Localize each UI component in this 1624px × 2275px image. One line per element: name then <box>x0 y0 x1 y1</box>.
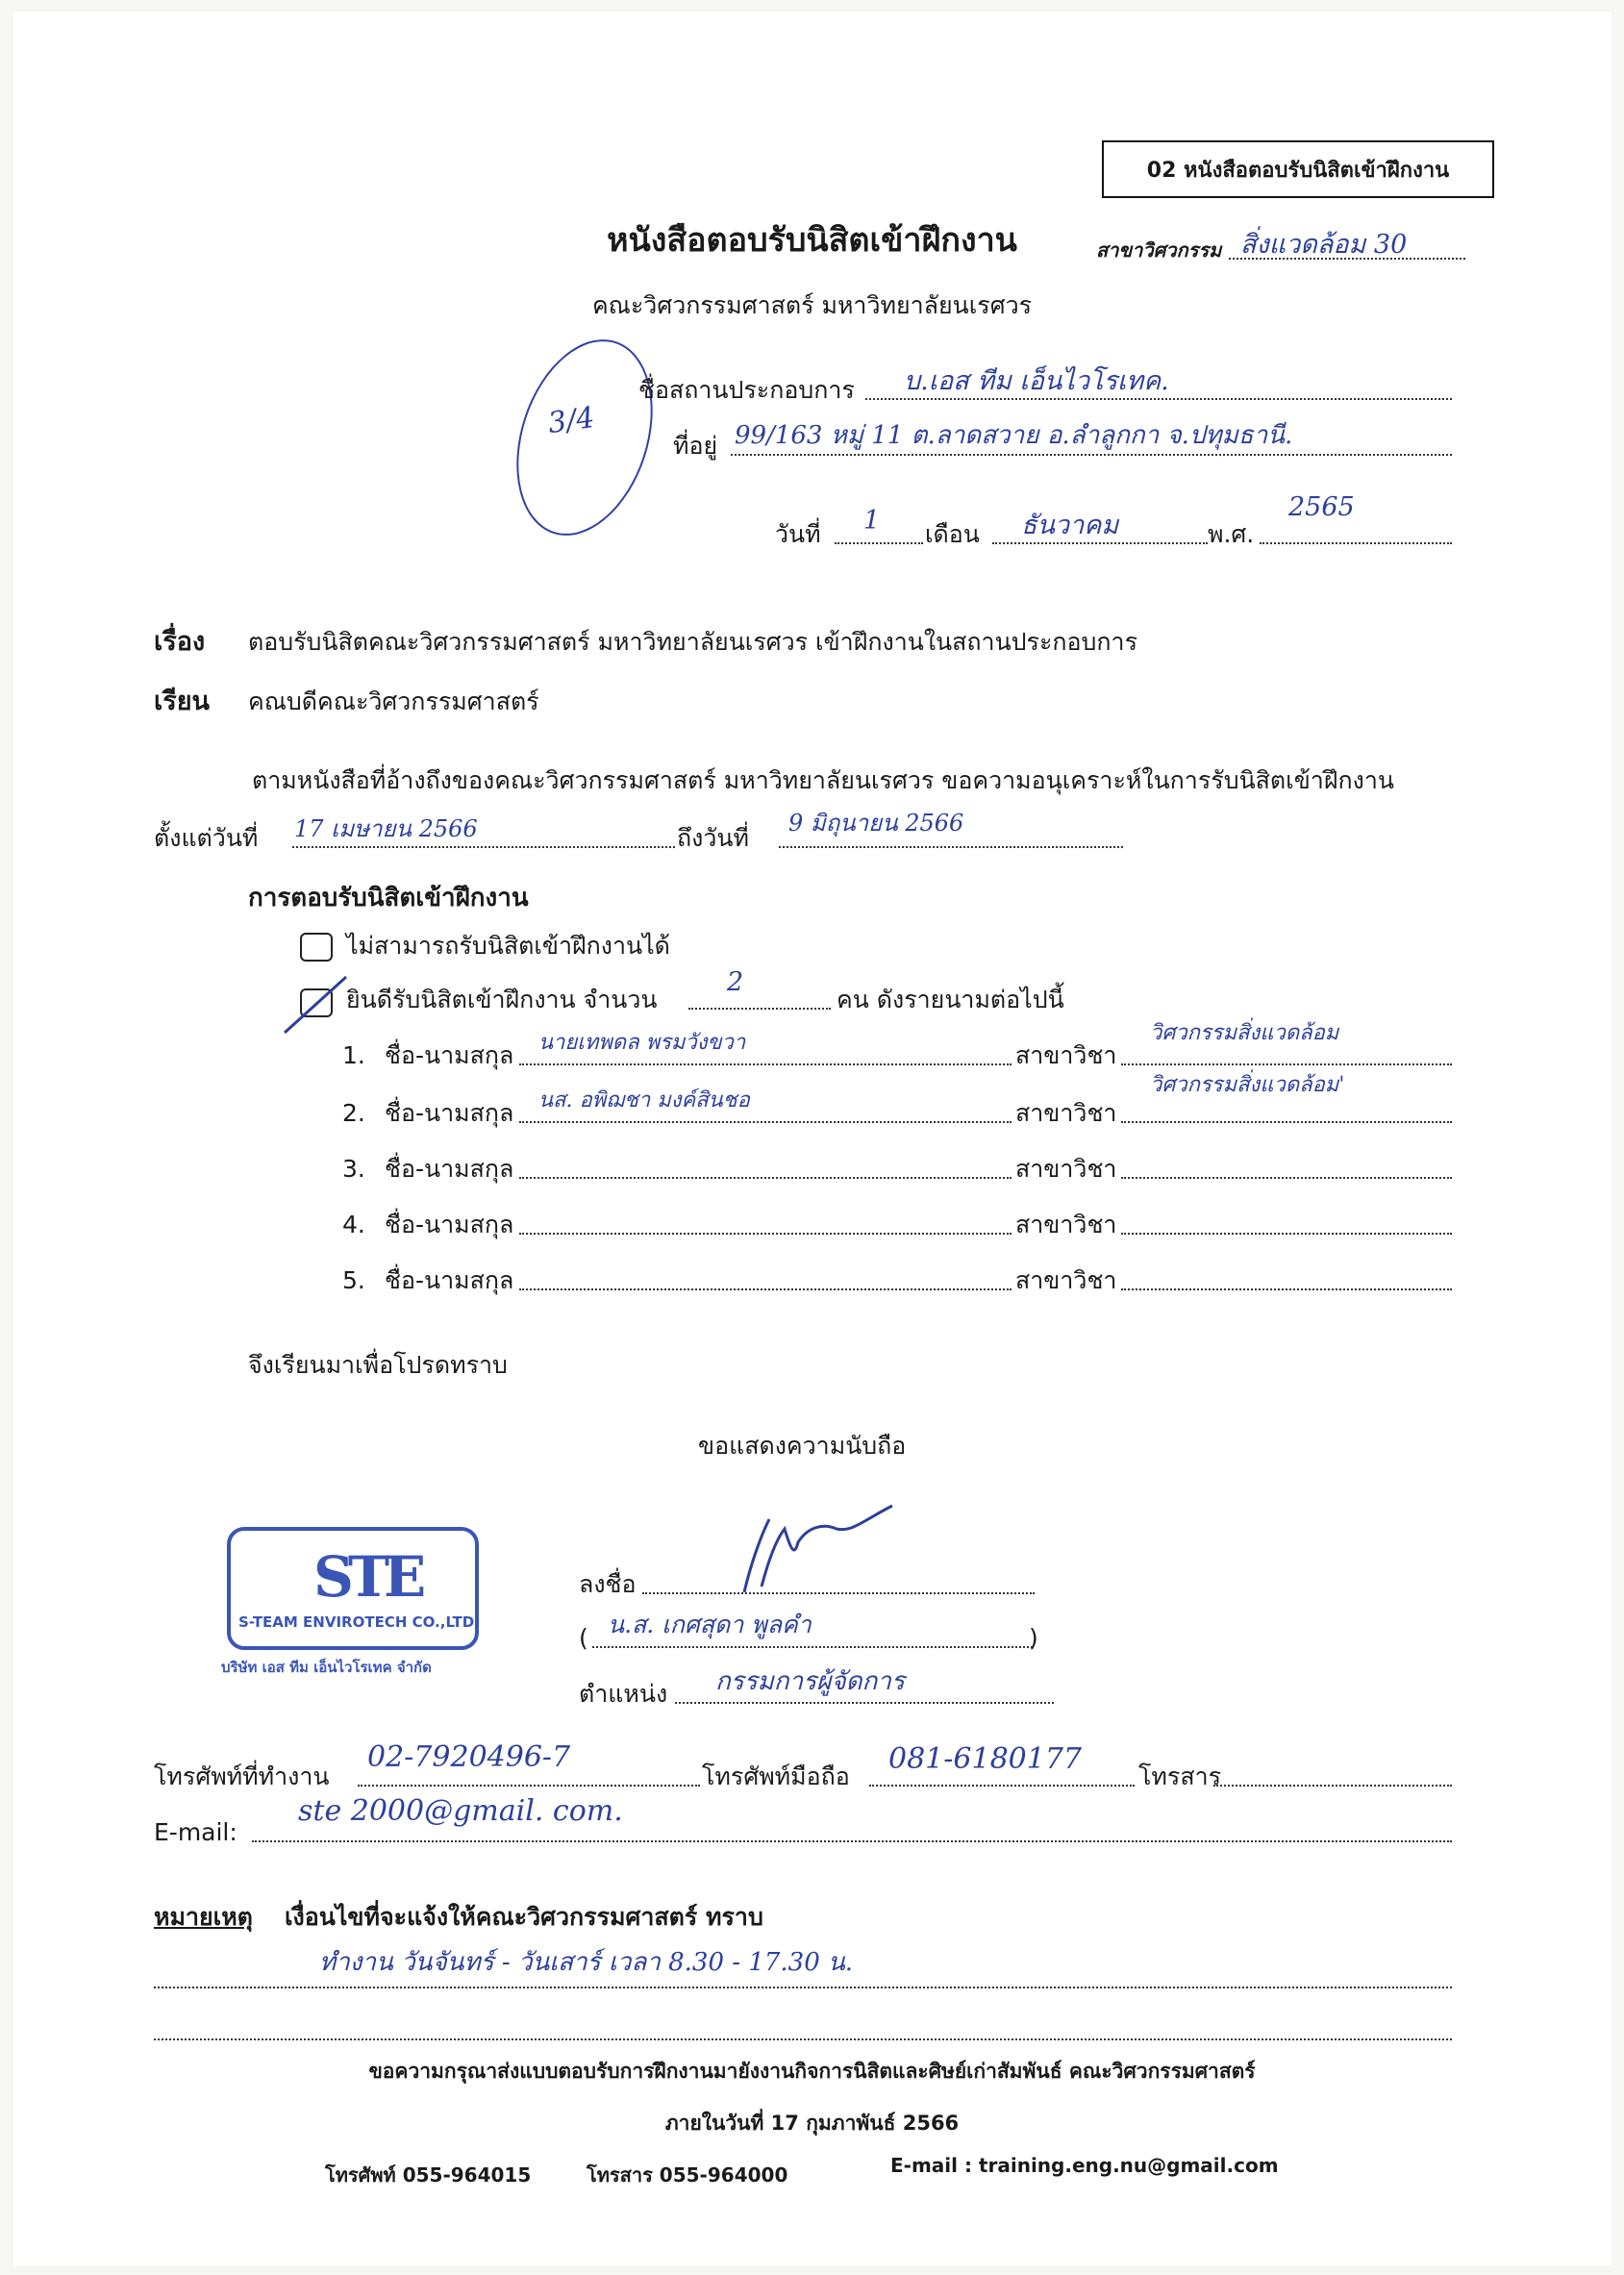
footer-email: E-mail : training.eng.nu@gmail.com <box>890 2154 1279 2177</box>
signature-label: ลงชื่อ <box>579 1570 637 1598</box>
closing-line: จึงเรียนมาเพื่อโปรดทราบ <box>248 1351 508 1379</box>
student-major-label: สาขาวิชา <box>1015 1155 1117 1183</box>
company-name-value: บ.เอส ทีม เอ็นไวโรเทค. <box>904 366 1169 396</box>
signer-open-paren: ( <box>579 1624 588 1652</box>
signer-name: น.ส. เกศสุดา พูลคำ <box>608 1611 812 1638</box>
student-row-number: 2. <box>342 1099 365 1127</box>
student-name-label: ชื่อ-นามสกุล <box>385 1266 514 1294</box>
student-major-label: สาขาวิชา <box>1015 1041 1117 1069</box>
acceptance-heading: การตอบรับนิสิตเข้าฝึกงาน <box>248 884 529 912</box>
footer-deadline: ภายในวันที่ 17 กุมภาพันธ์ 2566 <box>664 2112 960 2135</box>
company-address-value: 99/163 หมู่ 11 ต.ลาดสวาย อ.ลำลูกกา จ.ปทุมธานี. <box>735 421 1293 450</box>
addressee-text: คณบดีคณะวิศวกรรมศาสตร์ <box>248 688 539 715</box>
position-value: กรรมการผู้จัดการ <box>715 1667 905 1696</box>
student-major-label: สาขาวิชา <box>1015 1211 1117 1238</box>
company-address-label: ที่อยู่ <box>673 432 718 460</box>
branch-value: สิ่งแวดล้อม 30 <box>1240 230 1408 260</box>
student-row-number: 4. <box>342 1211 365 1238</box>
position-label: ตำแหน่ง <box>579 1680 668 1708</box>
accept-count-suffix: คน ดังรายนามต่อไปนี้ <box>837 986 1064 1013</box>
date-year-label: พ.ศ. <box>1208 520 1255 548</box>
addressee-label: เรียน <box>154 687 211 716</box>
regards-line: ขอแสดงความนับถือ <box>698 1432 907 1460</box>
student-name-label: ชื่อ-นามสกุล <box>385 1041 514 1069</box>
branch-label: สาขาวิศวกรรม <box>1096 238 1222 262</box>
footer-instruction: ขอความกรุณาส่งแบบตอบรับการฝึกงานมายังงานกิจการนิสิตและศิษย์เก่าสัมพันธ์ คณะวิศวกรรมศาสตร์ <box>368 2060 1256 2083</box>
student-major-label: สาขาวิชา <box>1015 1099 1117 1127</box>
document-code-box: 02 หนังสือตอบรับนิสิตเข้าฝึกงาน <box>1102 140 1494 198</box>
accept-count-value: 2 <box>727 967 744 997</box>
signer-close-paren: ) <box>1029 1624 1038 1652</box>
remark-handwritten: ทำงาน วันจันทร์ - วันเสาร์ เวลา 8.30 - 17.30 น. <box>319 1948 854 1977</box>
decline-option-label: ไม่สามารถรับนิสิตเข้าฝึกงานได้ <box>346 932 670 960</box>
decline-checkbox[interactable] <box>300 933 333 962</box>
email-value: ste 2000@gmail. com. <box>298 1794 623 1828</box>
document-title: หนังสือตอบรับนิสิตเข้าฝึกงาน <box>607 221 1017 260</box>
student-major-label: สาขาวิชา <box>1015 1266 1117 1294</box>
student-major-value: วิศวกรรมสิ่งแวดล้อม' <box>1150 1073 1345 1097</box>
accept-check-mark-icon <box>279 971 356 1038</box>
date-day-label: วันที่ <box>775 520 821 548</box>
accept-option-label: ยินดีรับนิสิตเข้าฝึกงาน จำนวน <box>346 986 658 1013</box>
student-row-number: 5. <box>342 1266 365 1294</box>
stamp-logo: STE <box>313 1544 421 1610</box>
document-page <box>13 12 1612 2265</box>
footer-fax: โทรสาร 055-964000 <box>587 2163 788 2187</box>
date-month-label: เดือน <box>925 520 980 548</box>
work-phone-label: โทรศัพท์ที่ทำงาน <box>154 1762 330 1790</box>
footer-phone: โทรศัพท์ 055-964015 <box>325 2163 532 2187</box>
period-from-label: ตั้งแต่วันที่ <box>154 824 259 852</box>
signature-scribble <box>731 1500 904 1596</box>
date-month-value: ธันวาคม <box>1021 511 1119 540</box>
student-name-label: ชื่อ-นามสกุล <box>385 1211 514 1238</box>
mobile-label: โทรศัพท์มือถือ <box>702 1762 850 1790</box>
company-stamp <box>227 1527 479 1650</box>
period-to-label: ถึงวันที่ <box>677 824 749 852</box>
body-paragraph: ตามหนังสือที่อ้างถึงของคณะวิศวกรรมศาสตร์ มหาวิทยาลัยนเรศวร ขอความอนุเคราะห์ในการรับนิสิตเข้าฝึกงาน <box>252 766 1394 794</box>
student-major-value: วิศวกรรมสิ่งแวดล้อม <box>1150 1021 1339 1045</box>
company-name-label: ชื่อสถานประกอบการ <box>638 376 855 404</box>
fax-label: โทรสาร <box>1138 1762 1222 1790</box>
student-row-number: 3. <box>342 1155 365 1183</box>
date-year-value: 2565 <box>1288 492 1355 522</box>
stamp-english-text: S-TEAM ENVIROTECH CO.,LTD. <box>238 1613 480 1631</box>
student-name-label: ชื่อ-นามสกุล <box>385 1099 514 1127</box>
stamp-thai-text: บริษัท เอส ทีม เอ็นไวโรเทค จำกัด <box>221 1659 432 1676</box>
student-name-value: นายเทพดล พรมวังขวา <box>538 1031 746 1055</box>
faculty-subtitle: คณะวิศวกรรมศาสตร์ มหาวิทยาลัยนเรศวร <box>591 291 1033 319</box>
student-row-number: 1. <box>342 1041 365 1069</box>
subject-label: เรื่อง <box>154 627 206 657</box>
period-from-value: 17 เมษายน 2566 <box>294 815 478 842</box>
work-phone-value: 02-7920496-7 <box>367 1740 571 1774</box>
mobile-value: 081-6180177 <box>888 1742 1083 1776</box>
remark-label: หมายเหตุ <box>154 1903 253 1931</box>
date-day-value: 1 <box>863 506 881 536</box>
remark-text: เงื่อนไขที่จะแจ้งให้คณะวิศวกรรมศาสตร์ ทราบ <box>285 1903 763 1931</box>
subject-text: ตอบรับนิสิตคณะวิศวกรรมศาสตร์ มหาวิทยาลัยนเรศวร เข้าฝึกงานในสถานประกอบการ <box>248 628 1138 656</box>
email-label: E-mail: <box>154 1818 237 1846</box>
student-name-value: นส. อพิฌชา มงค์สินชอ <box>538 1088 750 1112</box>
approval-seal-text: 3/4 <box>545 400 597 441</box>
student-name-label: ชื่อ-นามสกุล <box>385 1155 514 1183</box>
period-to-value: 9 มิถุนายน 2566 <box>788 810 964 837</box>
